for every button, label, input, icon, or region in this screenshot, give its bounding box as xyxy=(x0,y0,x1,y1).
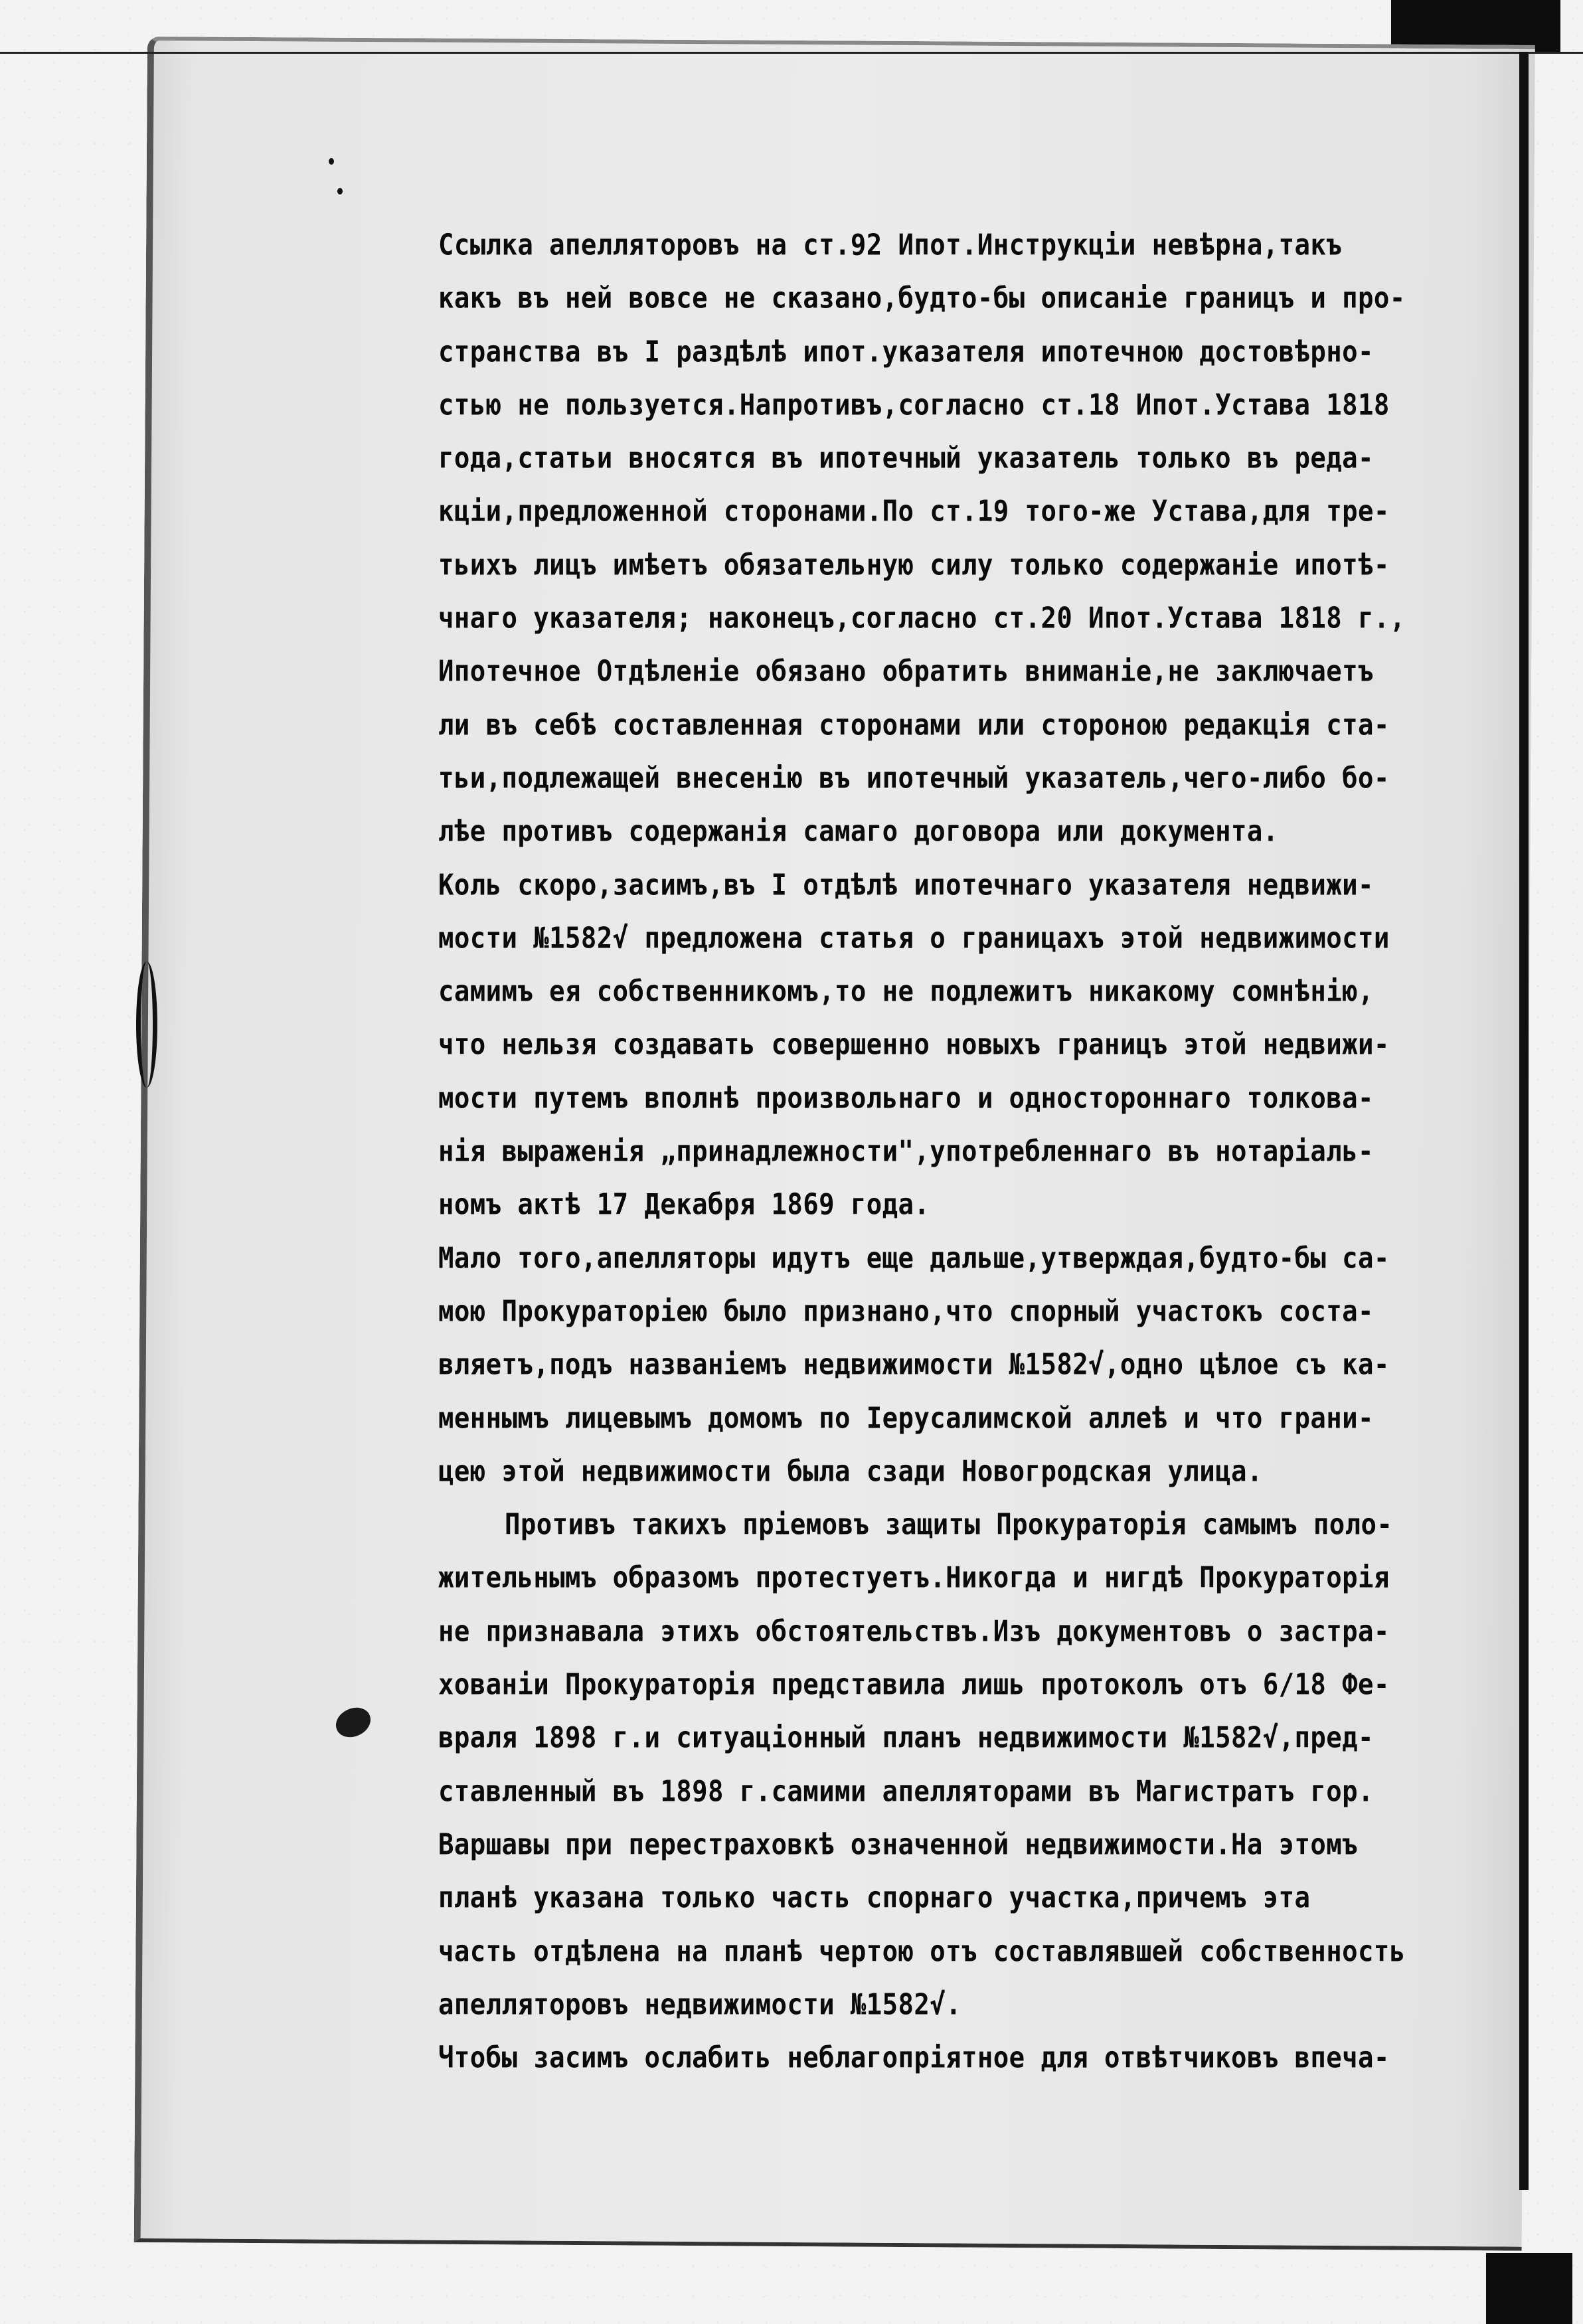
text-line: апелляторовъ недвижимости №1582√. xyxy=(438,1988,962,2022)
text-line: тьи,подлежащей внесенію въ ипотечный указатель,чего-либо бо- xyxy=(438,762,1390,795)
text-line: Коль скоро,засимъ,въ I отдѣлѣ ипотечнаго указателя недвижи- xyxy=(438,868,1374,902)
text-line: самимъ ея собственникомъ,то не подлежитъ никакому сомнѣнію, xyxy=(438,975,1374,1009)
text-line: ставленный въ 1898 г.самими апелляторами въ Магистратъ гор. xyxy=(438,1774,1374,1809)
text-line: хованіи Прокураторія представила лишь протоколъ отъ 6/18 Фе- xyxy=(438,1668,1390,1702)
text-line: часть отдѣлена на планѣ чертою отъ составлявшей собственность xyxy=(438,1934,1406,1969)
text-line: лѣе противъ содержанія самаго договора или документа. xyxy=(438,815,1279,849)
page-right-edge-rule xyxy=(1519,52,1529,2190)
text-line-paragraph-start: Противъ такихъ пріемовъ защиты Прокураторія самымъ поло- xyxy=(505,1508,1393,1542)
scanner-fold-line xyxy=(0,52,1583,54)
text-line: планѣ указана только часть спорнаго участка,причемъ эта xyxy=(438,1881,1311,1915)
text-line: жительнымъ образомъ протестуетъ.Никогда и нигдѣ Прокураторія xyxy=(438,1561,1390,1596)
text-line: мою Прокураторіею было признано,что спорный участокъ соста- xyxy=(438,1295,1374,1329)
text-line: тьихъ лицъ имѣетъ обязательную силу только содержаніе ипотѣ- xyxy=(438,548,1390,582)
text-line: ли въ себѣ составленная сторонами или стороною редакція ста- xyxy=(438,708,1390,742)
text-line: стью не пользуется.Напротивъ,согласно ст.18 Ипот.Устава 1818 xyxy=(438,388,1390,422)
text-line: странства въ I раздѣлѣ ипот.указателя ипотечною достовѣрно- xyxy=(438,335,1374,369)
text-line: Ипотечное Отдѣленіе обязано обратить вниманіе,не заключаетъ xyxy=(438,655,1374,689)
text-line: мости путемъ вполнѣ произвольнаго и одностороннаго толкова- xyxy=(438,1081,1374,1116)
text-line: какъ въ ней вовсе не сказано,будто-бы описаніе границъ и про- xyxy=(438,282,1406,315)
text-line: кціи,предложенной сторонами.По ст.19 того-же Устава,для тре- xyxy=(438,495,1390,529)
text-line: Чтобы засимъ ослабить неблагопріятное для отвѣтчиковъ впеча- xyxy=(438,2041,1390,2075)
text-line: вляетъ,подъ названіемъ недвижимости №1582√,одно цѣлое съ ка- xyxy=(438,1348,1390,1382)
text-line: номъ актѣ 17 Декабря 1869 года. xyxy=(438,1188,930,1222)
text-line: Мало того,апелляторы идутъ еще дальше,утверждая,будто-бы са- xyxy=(438,1241,1390,1276)
speck-mark xyxy=(329,158,334,165)
text-line: чнаго указателя; наконецъ,согласно ст.20 Ипот.Устава 1818 г., xyxy=(438,602,1406,635)
text-line: не признавала этихъ обстоятельствъ.Изъ документовъ о застра- xyxy=(438,1614,1390,1649)
typewritten-body xyxy=(438,219,1514,2085)
text-line: что нельзя создавать совершенно новыхъ границъ этой недвижи- xyxy=(438,1028,1390,1062)
text-line: цею этой недвижимости была сзади Новогродская улица. xyxy=(438,1455,1263,1489)
text-line: враля 1898 г.и ситуаціонный планъ недвижимости №1582√,пред- xyxy=(438,1721,1374,1755)
text-line: нія выраженія „принадлежности",употребленнаго въ нотаріаль- xyxy=(438,1135,1374,1169)
adjacent-page-edge-bottom xyxy=(1486,2253,1572,2324)
text-line: Варшавы при перестраховкѣ означенной недвижимости.На этомъ xyxy=(438,1828,1359,1862)
speck-mark xyxy=(337,188,343,195)
text-line: года,статьи вносятся въ ипотечный указатель только въ реда- xyxy=(438,442,1374,475)
text-line: Ссылка апелляторовъ на ст.92 Ипот.Инструкціи невѣрна,такъ xyxy=(438,228,1343,262)
text-line: мости №1582√ предложена статья о границахъ этой недвижимости xyxy=(438,922,1390,955)
text-line: меннымъ лицевымъ домомъ по Іерусалимской аллеѣ и что грани- xyxy=(438,1401,1374,1436)
margin-bracket-mark xyxy=(136,961,157,1088)
